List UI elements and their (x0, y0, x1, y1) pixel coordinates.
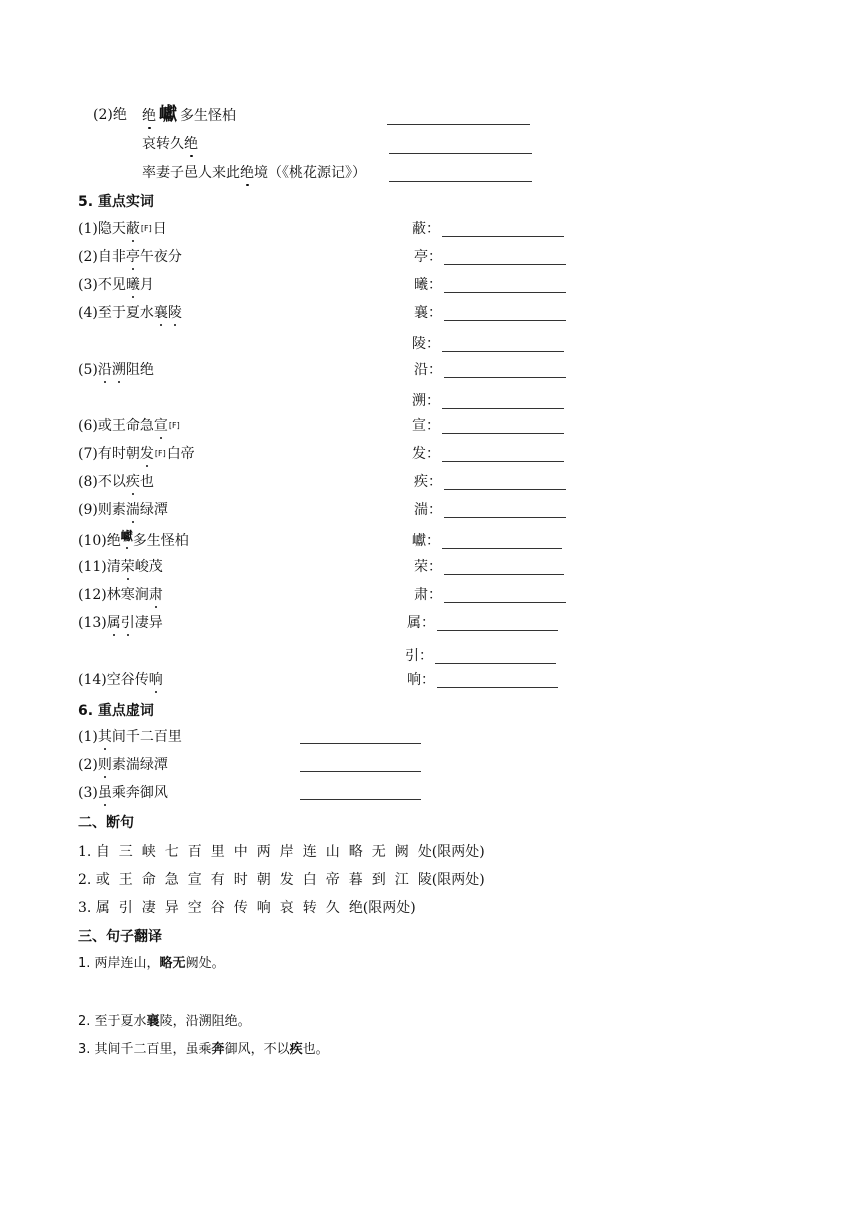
sentence-break-3: 3. 属引凄异空谷传响哀转久绝(限两处) (78, 900, 416, 916)
s5-answer-10[interactable] (442, 534, 562, 549)
s5-key-8: 疾： (414, 474, 442, 490)
s5-item-12: (12)林寒涧肃 (78, 587, 163, 603)
sentence-break-1: 1. 自三峡七百里中两岸连山略无阙处(限两处) (78, 844, 485, 860)
s5-item-1: (1)隐天蔽[F]日 (78, 221, 167, 237)
sentence-break-2: 2. 或王命急宣有时朝发白帝暮到江陵(限两处) (78, 872, 485, 888)
s5-item-9: (9)则素湍绿潭 (78, 502, 168, 518)
s5-key-13: 属： (407, 615, 435, 631)
s5-key-13b: 引： (405, 648, 433, 664)
jue-item-1: 绝 巘 多生怪柏 (142, 104, 236, 125)
s5-key-2: 亭： (414, 249, 442, 265)
s5-answer-9[interactable] (444, 503, 566, 518)
s5-key-4: 襄： (414, 305, 442, 321)
s5-item-11: (11)清荣峻茂 (78, 559, 163, 575)
section-5-title: 5. 重点实词 (78, 194, 154, 210)
s5-item-13: (13)属引凄异 (78, 615, 163, 631)
s5-answer-1[interactable] (442, 222, 564, 237)
s6-item-2: (2)则素湍绿潭 (78, 757, 168, 773)
s6-answer-1[interactable] (300, 729, 421, 744)
s5-key-7: 发： (412, 446, 440, 462)
s5-answer-3[interactable] (444, 278, 566, 293)
translation-3: 3. 其间千二百里，虽乘奔御风，不以疾也。 (78, 1042, 329, 1057)
s5-answer-4b[interactable] (442, 337, 564, 352)
s5-item-7: (7)有时朝发[F]白帝 (78, 446, 195, 462)
translation-2: 2. 至于夏水襄陵，沿溯阻绝。 (78, 1014, 251, 1029)
s6-item-3: (3)虽乘奔御风 (78, 785, 168, 801)
s5-answer-13b[interactable] (435, 649, 556, 664)
rare-char: 巘 (159, 104, 177, 125)
s5-key-3: 曦： (414, 277, 442, 293)
s5-item-3: (3)不见曦月 (78, 277, 154, 293)
jue-item-2: 哀转久绝 (142, 136, 198, 152)
s5-answer-14[interactable] (437, 673, 558, 688)
s5-item-10: (10)绝巘多生怪柏 (78, 529, 189, 549)
s5-key-12: 肃： (414, 587, 442, 603)
s5-answer-6[interactable] (442, 419, 564, 434)
s6-item-1: (1)其间千二百里 (78, 729, 182, 745)
s6-answer-2[interactable] (300, 757, 421, 772)
s5-item-4: (4)至于夏水襄陵 (78, 305, 182, 321)
s5-answer-11[interactable] (444, 560, 564, 575)
section-6-title: 6. 重点虚词 (78, 703, 154, 719)
s5-key-11: 荣： (414, 559, 442, 575)
s5-item-2: (2)自非亭午夜分 (78, 249, 182, 265)
jue-label: (2)绝 (93, 107, 127, 123)
s5-answer-12[interactable] (444, 588, 566, 603)
s5-key-10: 巘： (412, 533, 440, 549)
s5-answer-8[interactable] (444, 475, 566, 490)
section-sentence-break-title: 二、断句 (78, 815, 134, 831)
translation-1: 1. 两岸连山，略无阙处。 (78, 956, 225, 971)
jue-answer-2[interactable] (389, 139, 532, 154)
s5-key-5: 沿： (414, 362, 442, 378)
s5-key-6: 宣： (412, 418, 440, 434)
s5-key-1: 蔽： (412, 221, 440, 237)
s5-key-5b: 溯： (412, 393, 440, 409)
s5-item-5: (5)沿溯阻绝 (78, 362, 154, 378)
s5-answer-5b[interactable] (442, 394, 564, 409)
jue-answer-1[interactable] (387, 110, 530, 125)
section-translation-title: 三、句子翻译 (78, 929, 162, 945)
s5-answer-5[interactable] (444, 363, 566, 378)
jue-answer-3[interactable] (389, 167, 532, 182)
s5-answer-4[interactable] (444, 306, 566, 321)
s5-key-4b: 陵： (412, 336, 440, 352)
s5-answer-13[interactable] (437, 616, 558, 631)
jue-item-3: 率妻子邑人来此绝境（《桃花源记》） (142, 165, 366, 181)
s5-key-9: 湍： (414, 502, 442, 518)
s5-key-14: 响： (407, 672, 435, 688)
s6-answer-3[interactable] (300, 785, 421, 800)
s5-item-8: (8)不以疾也 (78, 474, 154, 490)
s5-answer-7[interactable] (442, 447, 564, 462)
s5-item-6: (6)或王命急宣[F] (78, 418, 180, 434)
s5-item-14: (14)空谷传响 (78, 672, 163, 688)
s5-answer-2[interactable] (444, 250, 566, 265)
